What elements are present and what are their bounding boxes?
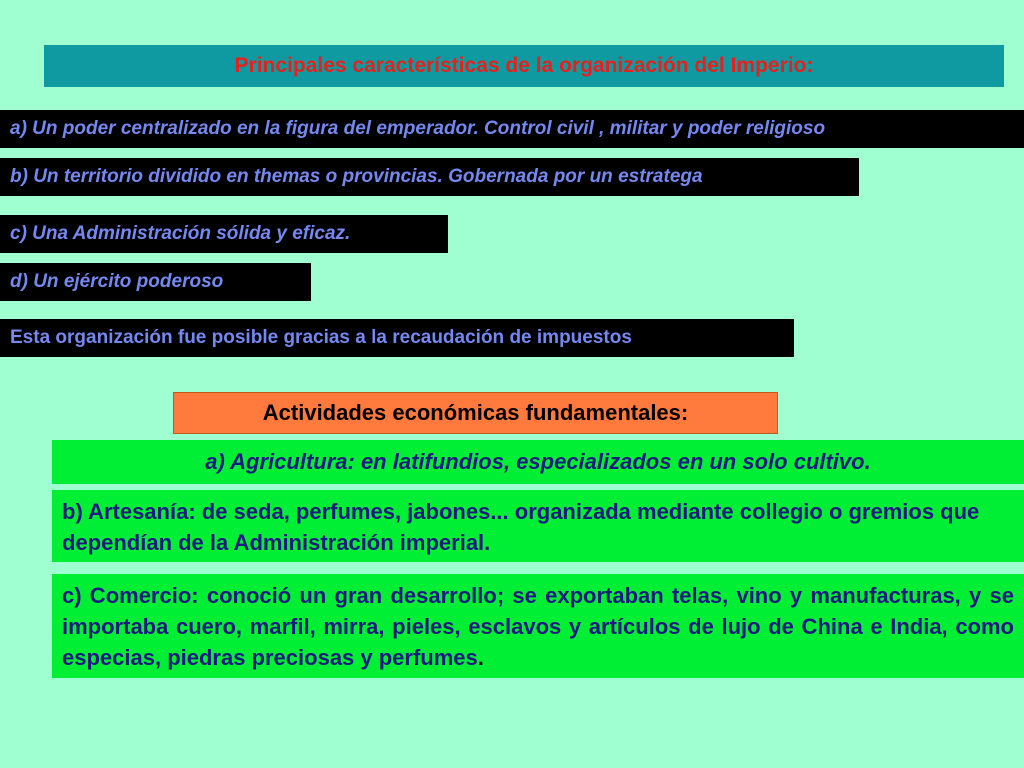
organization-item-c: c) Una Administración sólida y eficaz. [0,215,448,253]
economy-commerce [52,574,1024,678]
organization-item-d: d) Un ejército poderoso [0,263,311,301]
economy-crafts: b) Artesanía: de seda, perfumes, jabones... organizada mediante collegio o gremios que dependían de la Administración imperial. [52,490,1024,562]
organization-item-a: a) Un poder centralizado en la figura del emperador. Control civil , militar y poder religioso [0,110,1024,148]
page-title: Principales características de la organización del Imperio: [44,45,1004,87]
economy-commerce-text: c) Comercio: conoció un gran desarrollo; se exportaban telas, vino y manufacturas, y se importaba cuero, marfil, mirra, pieles, esclavos y artículos de lujo de China e India, como especias, piedras preciosas y perfumes [62,583,1014,670]
organization-item-b: b) Un territorio dividido en themas o provincias. Gobernada por un estratega [0,158,859,196]
organization-note: Esta organización fue posible gracias a la recaudación de impuestos [0,319,794,357]
economy-commerce-period: . [477,645,484,670]
economy-heading: Actividades económicas fundamentales: [173,392,778,434]
economy-agriculture: a) Agricultura: en latifundios, especializados en un solo cultivo. [52,440,1024,484]
